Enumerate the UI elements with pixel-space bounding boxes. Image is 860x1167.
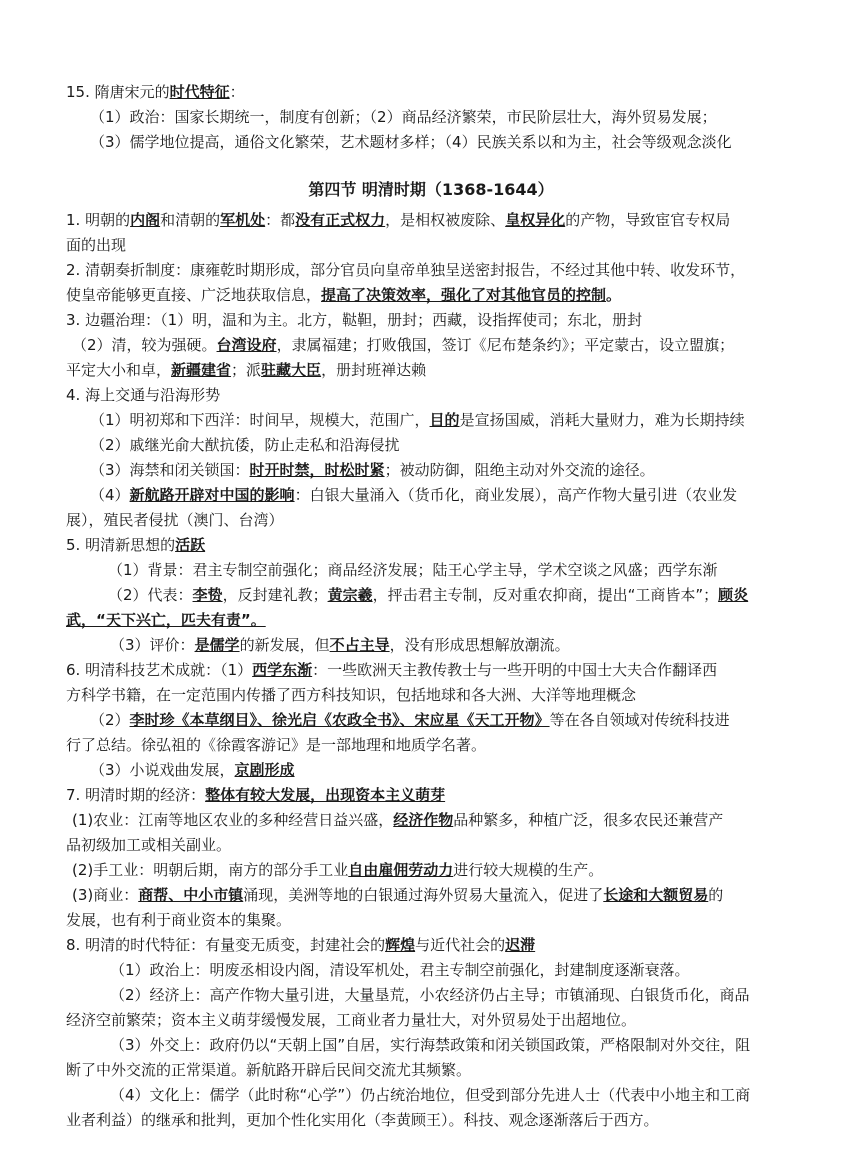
- emphasis: 是儒学: [194, 636, 240, 654]
- item-8-sub-4: （4）文化上：儒学（此时称“心学”）仍占统治地位，但受到部分先进人士（代表中小地主和工商: [110, 1086, 751, 1104]
- item-2: 2. 清朝奏折制度：康雍乾时期形成，部分官员向皇帝单独呈送密封报告，不经过其他中转、收发环节，: [66, 261, 746, 279]
- item-4-sub-2: （2）戚继光俞大猷抗倭，防止走私和沿海侵扰: [90, 436, 400, 454]
- emphasis: 整体有较大发展，出现资本主义萌芽: [205, 786, 446, 804]
- text-run: ：一些欧洲天主教传教士与一些开明的中国士大夫合作翻译西: [312, 661, 718, 679]
- text-run: （2）代表：: [108, 586, 193, 604]
- emphasis: 自由雇佣劳动力: [348, 861, 454, 879]
- item-8-sub-2: （2）经济上：高产作物大量引进，大量垦荒，小农经济仍占主导；市镇涌现、白银货币化，商品: [110, 986, 750, 1004]
- item-4-sub-1: [66, 408, 796, 433]
- item-4-sub-3: [66, 458, 796, 483]
- emphasis: 李时珍《本草纲目》、徐光启《农政全书》、宋应星《天工开物》: [129, 711, 550, 729]
- item-8-sub-3-cont: 断了中外交流的正常渠道。新航路开辟后民间交流尤其频繁。: [66, 1061, 472, 1079]
- text-run: ，册封班禅达赖: [321, 361, 427, 379]
- item-15-heading: [66, 80, 796, 105]
- emphasis: 提高了决策效率，强化了对其他官员的控制: [321, 286, 607, 304]
- item-7-sub-3: [66, 883, 796, 908]
- text-run: 6. 明清科技艺术成就：（1）: [66, 661, 253, 679]
- item-2-cont: [66, 283, 796, 308]
- item-7: [66, 783, 796, 808]
- text-run: 的: [708, 886, 724, 904]
- text-run: 平定大小和卓，: [66, 361, 172, 379]
- text-run: 的新发展，但: [239, 636, 330, 654]
- text-run: 进行较大规模的生产。: [453, 861, 604, 879]
- item-6-sub-3: [66, 758, 796, 783]
- text-run: ，抨击君主专制，反对重农抑商，提出“工商皆本”；: [372, 586, 719, 604]
- item-5-sub-1: （1）背景：君主专制空前强化；商品经济发展；陆王心学主导，学术空谈之风盛；西学东渐: [108, 561, 718, 579]
- emphasis: 黄宗羲: [327, 586, 373, 604]
- emphasis: 没有正式权力: [295, 211, 386, 229]
- emphasis: 顾炎: [718, 586, 749, 604]
- item-1-cont: 面的出现: [66, 236, 127, 254]
- item-3-cont: [66, 358, 796, 383]
- text-run: 与近代社会的: [415, 936, 506, 954]
- emphasis: 长途和大额贸易: [603, 886, 709, 904]
- item-6: [66, 658, 796, 683]
- item-8-sub-4-cont: 业者利益）的继承和批判，更加个性化实用化（李黄顾王）。科技、观念逐渐落后于西方。: [66, 1111, 659, 1129]
- item-5-sub-2: [66, 583, 796, 608]
- item-15-line-2: （3）儒学地位提高，通俗文化繁荣，艺术题材多样；（4）民族关系以和为主，社会等级观念淡化: [90, 133, 732, 151]
- item-1: [66, 208, 796, 233]
- emphasis: 京剧形成: [234, 761, 295, 779]
- item-7-sub-2: [66, 858, 796, 883]
- item-7-sub-1-cont: 品初级加工或相关副业。: [66, 836, 232, 854]
- emphasis: 武，“天下兴亡，匹夫有责”。: [66, 611, 266, 629]
- item-7-sub-3-cont: 发展，也有利于商业资本的集聚。: [66, 911, 292, 929]
- item-8-sub-1: （1）政治上：明废丞相设内阁，清设军机处，君主专制空前强化，封建制度逐渐衰落。: [110, 961, 690, 979]
- text-run: （3）海禁和闭关锁国：: [90, 461, 250, 479]
- text-run: ：: [229, 83, 245, 101]
- item-6-sub-2-cont: 行了总结。徐弘祖的《徐霞客游记》是一部地理和地质学名著。: [66, 736, 487, 754]
- text-run: ，是相权被废除、: [385, 211, 506, 229]
- item-8: [66, 933, 796, 958]
- emphasis: 新航路开辟对中国的影响: [129, 486, 295, 504]
- text-run: 等在各自领域对传统科技进: [549, 711, 730, 729]
- emphasis: 经济作物: [393, 811, 454, 829]
- item-8-sub-2-cont: 经济空前繁荣；资本主义萌芽缓慢发展，工商业者力量壮大，对外贸易处于出超地位。: [66, 1011, 637, 1029]
- text-run: (3)商业：: [72, 886, 139, 904]
- text-run: （3）小说戏曲发展，: [90, 761, 235, 779]
- text-run: 涌现，美洲等地的白银通过海外贸易大量流入，促进了: [243, 886, 604, 904]
- text-run: 和清朝的: [160, 211, 221, 229]
- text-run: 。: [606, 286, 622, 304]
- emphasis: 新疆建省: [171, 361, 232, 379]
- item-15-line-1: （1）政治：国家长期统一，制度有创新；（2）商品经济繁荣，市民阶层壮大，海外贸易发展；: [90, 108, 717, 126]
- emphasis: 台湾设府: [216, 336, 277, 354]
- emphasis: 内阁: [130, 211, 161, 229]
- item-4: 4. 海上交通与沿海形势: [66, 386, 221, 404]
- text-run: （4）: [90, 486, 130, 504]
- item-5: [66, 533, 796, 558]
- text-run: 1. 明朝的: [66, 211, 131, 229]
- item-8-sub-3: （3）外交上：政府仍以“天朝上国”自居，实行海禁政策和闭关锁国政策，严格限制对外交往，阻: [110, 1036, 751, 1054]
- section-title: 第四节 明清时期（1368-1644）: [308, 180, 554, 199]
- item-4-sub-4: [66, 483, 796, 508]
- emphasis: 时代特征: [169, 83, 230, 101]
- text-run: （1）明初郑和下西洋：时间早，规模大，范围广，: [90, 411, 430, 429]
- text-run: 使皇帝能够更直接、广泛地获取信息，: [66, 286, 322, 304]
- text-run: 7. 明清时期的经济：: [66, 786, 206, 804]
- item-5-sub-3: [66, 633, 796, 658]
- text-run: ；派: [231, 361, 262, 379]
- text-run: 的产物，导致宦官专权局: [565, 211, 731, 229]
- emphasis: 皇权异化: [505, 211, 566, 229]
- item-6-sub-2: [66, 708, 796, 733]
- text-run: （2）: [90, 711, 130, 729]
- emphasis: 不占主导: [329, 636, 390, 654]
- text-run: 5. 明清新思想的: [66, 536, 176, 554]
- emphasis: 辉煌: [385, 936, 416, 954]
- emphasis: 时开时禁，时松时紧: [249, 461, 385, 479]
- item-3: 3. 边疆治理：（1）明，温和为主。北方，鞑靼，册封；西藏，设指挥使司；东北，册封: [66, 311, 643, 329]
- emphasis: 商帮、中小市镇: [138, 886, 244, 904]
- text-run: ；被动防御，阻绝主动对外交流的途径。: [384, 461, 655, 479]
- emphasis: 李贽: [192, 586, 223, 604]
- emphasis: 目的: [429, 411, 460, 429]
- item-4-cont: 展），殖民者侵扰（澳门、台湾）: [66, 511, 284, 529]
- text-run: 8. 明清的时代特征：有量变无质变，封建社会的: [66, 936, 386, 954]
- item-6-cont: 方科学书籍，在一定范围内传播了西方科技知识，包括地球和各大洲、大洋等地理概念: [66, 686, 637, 704]
- text-run: ，没有形成思想解放潮流。: [389, 636, 570, 654]
- emphasis: 迟滞: [505, 936, 536, 954]
- text-run: ，隶属福建；打败俄国，签订《尼布楚条约》；平定蒙古，设立盟旗；: [276, 336, 735, 354]
- item-3-sub-2: [66, 333, 796, 358]
- emphasis: 活跃: [175, 536, 206, 554]
- emphasis: 驻藏大臣: [261, 361, 322, 379]
- text-run: ：白银大量涌入（货币化，商业发展），高产作物大量引进（农业发: [294, 486, 738, 504]
- emphasis: 西学东渐: [252, 661, 313, 679]
- text-run: 15. 隋唐宋元的: [66, 83, 170, 101]
- text-run: (1)农业：江南等地区农业的多种经营日益兴盛，: [72, 811, 394, 829]
- text-run: (2)手工业：明朝后期，南方的部分手工业: [72, 861, 349, 879]
- item-7-sub-1: [66, 808, 796, 833]
- text-run: ：都: [265, 211, 296, 229]
- text-run: （3）评价：: [110, 636, 195, 654]
- emphasis: 军机处: [220, 211, 266, 229]
- item-5-cont: [66, 608, 796, 633]
- text-run: 品种繁多，种植广泛，很多农民还兼营产: [453, 811, 724, 829]
- text-run: （2）清，较为强硬。: [72, 336, 217, 354]
- text-run: ，反封建礼教；: [222, 586, 328, 604]
- text-run: 是宣扬国威，消耗大量财力，难为长期持续: [459, 411, 745, 429]
